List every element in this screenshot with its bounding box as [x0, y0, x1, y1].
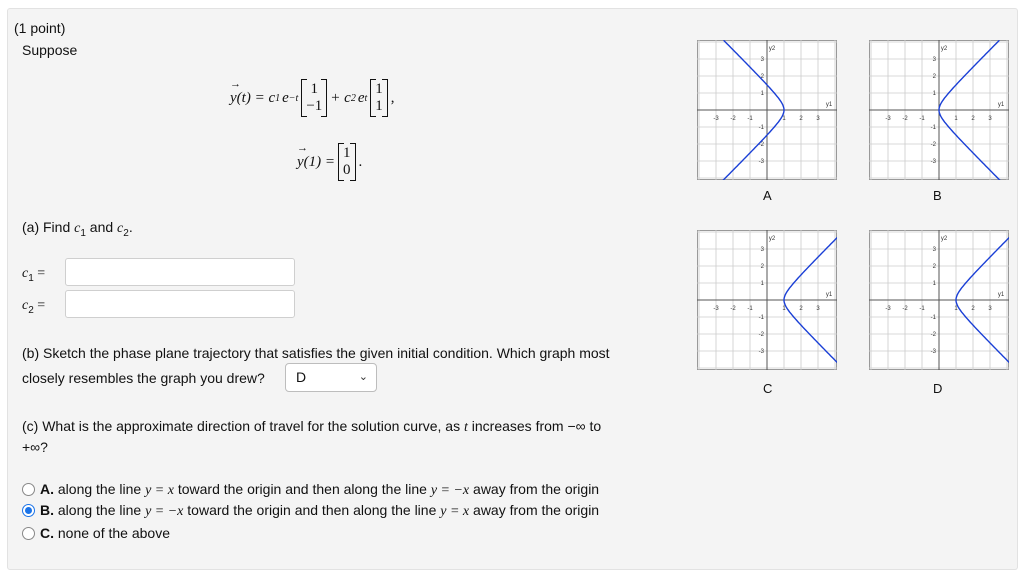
x-tick-label: 3 — [816, 116, 820, 122]
x-tick-label: 2 — [971, 116, 975, 122]
graph-choice-select[interactable] — [285, 363, 377, 392]
x-tick-label: 2 — [971, 306, 975, 312]
y-tick-label: -1 — [758, 125, 764, 131]
x-tick-label: 3 — [988, 306, 992, 312]
y-tick-label: 3 — [932, 247, 936, 253]
x-tick-label: -2 — [902, 306, 908, 312]
x-tick-label: -3 — [885, 306, 891, 312]
graph-c-label: C — [763, 381, 773, 396]
x-tick-label: -3 — [713, 116, 719, 122]
chevron-down-icon: ⌄ — [358, 371, 368, 383]
graph-choice-value: D — [296, 369, 307, 385]
suppose-label: Suppose — [22, 42, 78, 58]
axis-label-y1: y1 — [825, 292, 833, 298]
y-tick-label: 1 — [760, 91, 764, 97]
option-b-label[interactable]: B. along the line y = −x toward the origin and then along the line y = x away from the origin — [40, 502, 600, 519]
axis-label-y2: y2 — [940, 236, 948, 242]
initial-condition-equation: → y(1) = 1 0 . — [297, 141, 363, 178]
y-tick-label: 2 — [760, 74, 764, 80]
y-tick-label: -1 — [930, 125, 936, 131]
graph-a-label: A — [763, 188, 772, 203]
y-tick-label: 1 — [932, 281, 936, 287]
x-tick-label: -3 — [885, 116, 891, 122]
y-tick-label: -3 — [930, 349, 936, 355]
option-b-radio[interactable] — [22, 504, 35, 517]
part-a-prompt: (a) Find $c_1$ and $c_2$. — [22, 219, 133, 239]
x-tick-label: 1 — [782, 306, 786, 312]
y-tick-label: 3 — [932, 57, 936, 63]
y-tick-label: 2 — [932, 264, 936, 270]
x-tick-label: -1 — [919, 116, 925, 122]
eq1-lhs: y(t) = c — [230, 89, 276, 106]
y-tick-label: -3 — [758, 159, 764, 165]
x-tick-label: -1 — [919, 306, 925, 312]
x-tick-label: 3 — [988, 116, 992, 122]
x-tick-label: -2 — [730, 306, 736, 312]
x-tick-label: 2 — [799, 116, 803, 122]
y-tick-label: 2 — [932, 74, 936, 80]
x-tick-label: 1 — [954, 306, 958, 312]
y-tick-label: 3 — [760, 247, 764, 253]
axis-label-y1: y1 — [997, 292, 1005, 298]
x-tick-label: -2 — [730, 116, 736, 122]
axis-label-y2: y2 — [768, 46, 776, 52]
x-tick-label: 2 — [799, 306, 803, 312]
part-c-line2: +∞? — [22, 439, 48, 455]
option-a-label[interactable]: A. along the line y = x toward the origin and then along the line y = −x away from the origin — [40, 481, 600, 498]
phase-graph-b — [869, 40, 1009, 180]
part-b-line2: closely resembles the graph you drew? — [22, 370, 265, 386]
eigenvector-2: 1 1 — [370, 81, 388, 115]
c2-input[interactable] — [65, 290, 295, 318]
phase-graph-a — [697, 40, 837, 180]
option-a-radio[interactable] — [22, 483, 35, 496]
phase-graph-c — [697, 230, 837, 370]
graph-b-label: B — [933, 188, 942, 203]
y-tick-label: 3 — [760, 57, 764, 63]
points-label: (1 point) — [14, 20, 66, 36]
x-tick-label: 1 — [954, 116, 958, 122]
y-tick-label: 1 — [760, 281, 764, 287]
y-tick-label: -2 — [930, 142, 936, 148]
x-tick-label: 1 — [782, 116, 786, 122]
y-tick-label: -1 — [758, 315, 764, 321]
x-tick-label: -1 — [747, 116, 753, 122]
x-tick-label: -1 — [747, 306, 753, 312]
y-tick-label: 1 — [932, 91, 936, 97]
option-c-label[interactable]: C. none of the above — [40, 525, 170, 541]
eigenvector-1: 1 −1 — [301, 81, 327, 115]
y-tick-label: -1 — [930, 315, 936, 321]
ode-solution-equation: → y(t) = c 1 e −t 1 −1 + c 2 e t 1 1 , — [230, 77, 395, 114]
initial-vector: 1 0 — [338, 145, 356, 179]
c1-label: $c_1$ = — [22, 266, 46, 284]
axis-label-y1: y1 — [997, 102, 1005, 108]
x-tick-label: -2 — [902, 116, 908, 122]
option-c-radio[interactable] — [22, 527, 35, 540]
x-tick-label: 3 — [816, 306, 820, 312]
y-tick-label: -2 — [758, 332, 764, 338]
phase-graph-d — [869, 230, 1009, 370]
y-tick-label: 2 — [760, 264, 764, 270]
y-tick-label: -2 — [930, 332, 936, 338]
part-b-line1: (b) Sketch the phase plane trajectory that satisfies the given initial condition. Which graph most — [22, 345, 610, 361]
axis-label-y2: y2 — [768, 236, 776, 242]
c2-label: $c_2$ = — [22, 298, 46, 316]
y-tick-label: -3 — [930, 159, 936, 165]
c1-input[interactable] — [65, 258, 295, 286]
y-tick-label: -3 — [758, 349, 764, 355]
graph-d-label: D — [933, 381, 943, 396]
x-tick-label: -3 — [713, 306, 719, 312]
axis-label-y1: y1 — [825, 102, 833, 108]
eq2-lhs: y(1) = — [297, 153, 336, 170]
part-c-line1: (c) What is the approximate direction of travel for the solution curve, as t increases from −∞ to — [22, 418, 602, 435]
y-tick-label: -2 — [758, 142, 764, 148]
axis-label-y2: y2 — [940, 46, 948, 52]
